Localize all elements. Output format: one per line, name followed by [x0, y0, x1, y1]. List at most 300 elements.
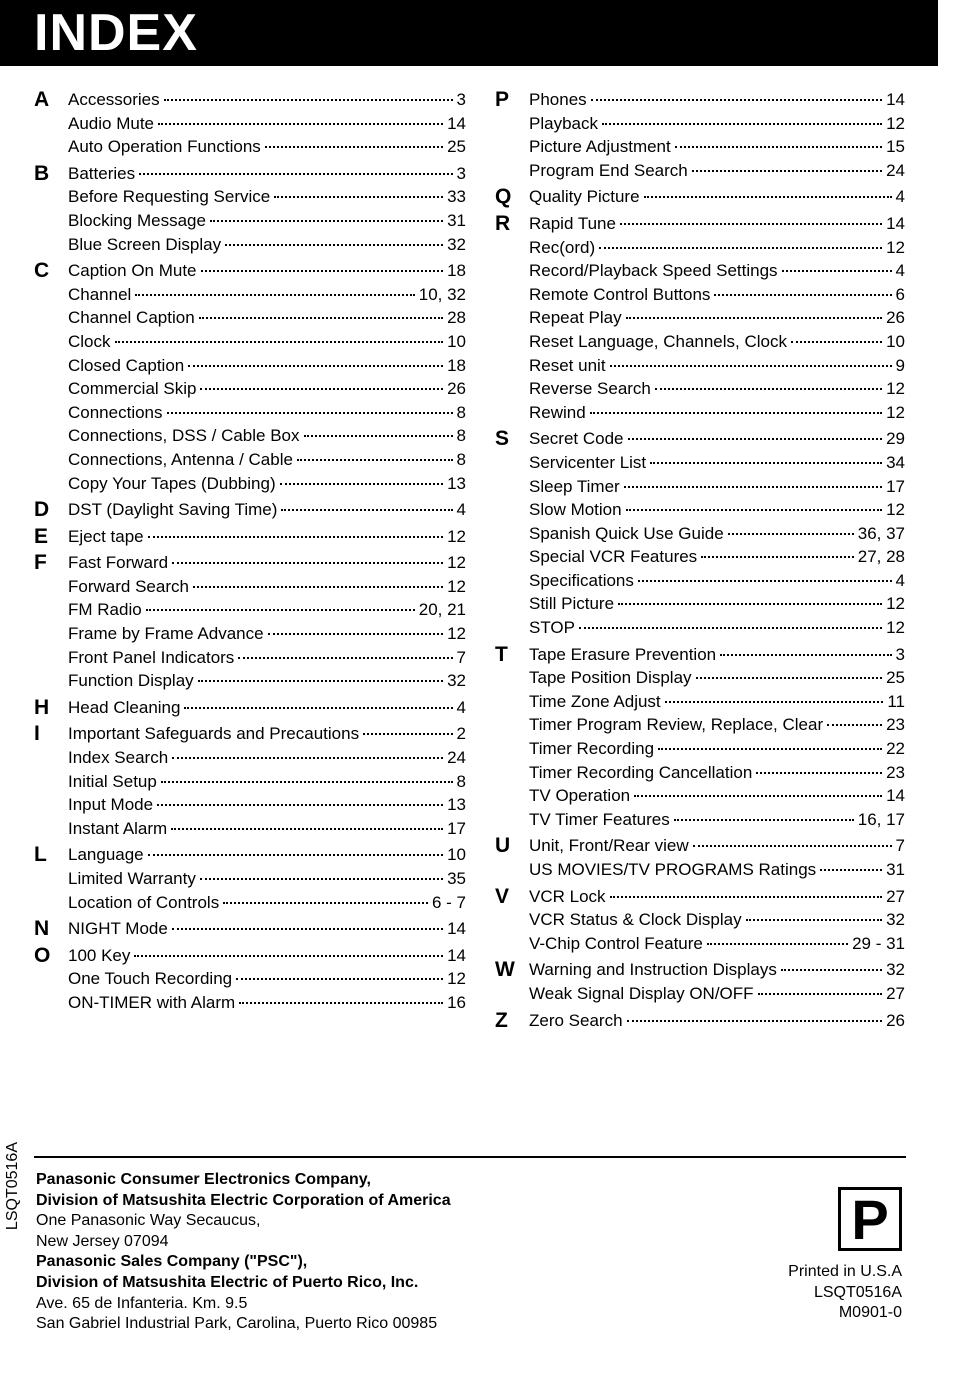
entry-page: 7 [895, 836, 905, 856]
dot-leader [820, 869, 882, 871]
entry-page: 33 [447, 187, 466, 207]
entry-page: 22 [886, 739, 905, 759]
index-entry [68, 330, 466, 354]
dot-leader [728, 533, 854, 535]
index-entry [68, 622, 466, 646]
dot-leader [198, 680, 443, 682]
index-entry [68, 112, 466, 136]
entry-page: 12 [447, 969, 466, 989]
entry-page: 27, 28 [857, 547, 905, 567]
entry-label: Before Requesting Service [68, 187, 271, 207]
entry-label: Zero Search [529, 1010, 623, 1030]
index-entry [529, 982, 905, 1006]
entry-page: 28 [447, 308, 466, 328]
entry-page: 32 [886, 910, 905, 930]
index-entry [529, 522, 905, 546]
entry-label: Record/Playback Speed Settings [529, 261, 778, 281]
dot-leader [148, 854, 443, 856]
dot-leader [280, 483, 443, 485]
dot-leader [223, 902, 428, 904]
entry-label: Blue Screen Display [68, 234, 222, 254]
dot-leader [696, 677, 883, 679]
division-name-2: Division of Matsushita Electric of Puerto Rico, Inc. [36, 1273, 419, 1291]
entry-label: VCR Lock [529, 886, 606, 906]
entry-page: 12 [886, 379, 905, 399]
dot-leader [650, 462, 882, 464]
index-group-h [34, 696, 466, 720]
entry-label: Frame by Frame Advance [68, 624, 264, 644]
dot-leader [701, 556, 854, 558]
index-entry [68, 991, 466, 1015]
entry-page: 12 [447, 624, 466, 644]
entry-label: Rec(ord) [529, 237, 596, 257]
index-entry [68, 746, 466, 770]
dot-leader [693, 845, 892, 847]
entry-label: Special VCR Features [529, 547, 698, 567]
index-entry [529, 135, 905, 159]
index-entry [529, 958, 905, 982]
index-group-d [34, 498, 466, 522]
index-entry [68, 646, 466, 670]
entry-page: 4 [456, 500, 466, 520]
index-group-f [34, 551, 466, 693]
index-entry [529, 834, 905, 858]
side-document-code: LSQT0516A [4, 1142, 21, 1231]
index-group-q [495, 185, 905, 209]
dot-leader [624, 486, 882, 488]
entry-page: 10 [447, 845, 466, 865]
dot-leader [591, 99, 882, 101]
entry-page: 27 [886, 983, 905, 1003]
entry-label: Tape Position Display [529, 668, 692, 688]
index-entry [68, 259, 466, 283]
entry-label: Timer Recording Cancellation [529, 762, 753, 782]
dot-leader [626, 317, 882, 319]
index-entry [529, 212, 905, 236]
index-entry [68, 448, 466, 472]
entry-label: Reset unit [529, 355, 606, 375]
index-entry [529, 475, 905, 499]
index-letter: I [34, 722, 40, 746]
entry-label: Clock [68, 331, 111, 351]
index-entry [529, 932, 905, 956]
index-entry [529, 451, 905, 475]
entry-page: 23 [886, 715, 905, 735]
entry-label: Remote Control Buttons [529, 284, 711, 304]
dot-leader [692, 170, 882, 172]
entry-page: 35 [447, 869, 466, 888]
entry-page: 10 [886, 331, 905, 351]
entry-page: 32 [447, 234, 466, 254]
address-1-line-2: New Jersey 07094 [36, 1232, 169, 1250]
dot-leader [714, 294, 891, 296]
dot-leader [707, 943, 848, 945]
entry-label: Batteries [68, 163, 136, 183]
index-entry [68, 793, 466, 817]
dot-leader [628, 438, 883, 440]
entry-page: 6 - 7 [431, 892, 466, 912]
entry-page: 3 [456, 90, 466, 109]
dot-leader [148, 536, 443, 538]
dot-leader [200, 388, 443, 390]
entry-label: Index Search [68, 748, 169, 768]
dot-leader [268, 633, 444, 635]
index-letter: D [34, 498, 50, 522]
index-entry [529, 401, 905, 425]
dot-leader [265, 146, 443, 148]
dot-leader [167, 412, 453, 414]
index-group-p [495, 88, 905, 182]
entry-page: 8 [456, 771, 466, 791]
entry-label: Unit, Front/Rear view [529, 836, 689, 856]
entry-label: Weak Signal Display ON/OFF [529, 983, 754, 1003]
entry-label: Instant Alarm [68, 818, 168, 838]
entry-page: 12 [886, 500, 905, 520]
index-entry [529, 185, 905, 209]
entry-label: Limited Warranty [68, 869, 196, 888]
entry-page: 14 [886, 90, 905, 109]
dot-leader [184, 707, 452, 709]
division-name-1: Division of Matsushita Electric Corporation of America [36, 1191, 451, 1209]
entry-page: 15 [886, 137, 905, 157]
index-group-n [34, 917, 466, 941]
dot-leader [618, 603, 882, 605]
entry-page: 34 [886, 452, 905, 472]
entry-label: Spanish Quick Use Guide [529, 523, 724, 543]
dot-leader [602, 123, 882, 125]
index-letter: V [495, 884, 510, 908]
entry-label: Still Picture [529, 594, 615, 614]
index-entry [529, 306, 905, 330]
entry-page: 14 [447, 113, 466, 133]
entry-label: Specifications [529, 570, 634, 590]
entry-label: Timer Program Review, Replace, Clear [529, 715, 824, 735]
index-letter: R [495, 211, 511, 235]
entry-page: 12 [886, 402, 905, 422]
entry-label: Timer Recording [529, 739, 655, 759]
index-entry [68, 135, 466, 159]
entry-label: One Touch Recording [68, 969, 233, 989]
dot-leader [675, 146, 882, 148]
entry-page: 23 [886, 762, 905, 782]
entry-page: 31 [886, 860, 905, 879]
index-entry [529, 545, 905, 569]
index-group-t [495, 643, 905, 832]
entry-page: 3 [895, 644, 905, 664]
index-entry [529, 354, 905, 378]
entry-label: FM Radio [68, 600, 142, 620]
dot-leader [161, 781, 453, 783]
entry-label: Language [68, 845, 144, 865]
entry-label: Accessories [68, 90, 160, 109]
index-letter: A [34, 88, 50, 111]
entry-page: 14 [447, 945, 466, 965]
dot-leader [610, 365, 892, 367]
footer-divider [34, 1156, 906, 1158]
entry-page: 8 [456, 426, 466, 446]
entry-page: 16 [447, 992, 466, 1012]
entry-page: 2 [456, 724, 466, 744]
entry-label: Forward Search [68, 576, 189, 596]
index-entry [529, 666, 905, 690]
entry-label: STOP [529, 618, 575, 638]
entry-page: 14 [886, 213, 905, 233]
index-group-o [34, 944, 466, 1015]
index-entry [529, 761, 905, 785]
entry-page: 6 [895, 284, 905, 304]
entry-page: 18 [447, 355, 466, 375]
address-2-line-2: San Gabriel Industrial Park, Carolina, Puerto Rico 00985 [36, 1315, 438, 1333]
entry-page: 29 [886, 429, 905, 449]
index-group-i [34, 722, 466, 840]
index-letter: O [34, 943, 51, 967]
dot-leader [610, 896, 883, 898]
entry-label: Slow Motion [529, 500, 622, 520]
index-entry [529, 808, 905, 832]
index-letter: C [34, 259, 50, 283]
title-bar [0, 0, 938, 66]
dot-leader [193, 586, 443, 588]
index-entry [68, 233, 466, 257]
dot-leader [620, 223, 882, 225]
entry-label: DST (Daylight Saving Time) [68, 500, 278, 520]
entry-label: Quality Picture [529, 187, 640, 207]
entry-label: Commercial Skip [68, 379, 197, 399]
index-entry [529, 592, 905, 616]
entry-page: 25 [447, 137, 466, 157]
index-letter: Q [495, 185, 512, 209]
index-group-s [495, 427, 905, 639]
index-letter: E [34, 524, 49, 548]
dot-leader [201, 270, 444, 272]
index-entry [68, 525, 466, 549]
index-entry [529, 88, 905, 112]
entry-label: Warning and Instruction Displays [529, 960, 777, 980]
index-entry [529, 737, 905, 761]
entry-label: Connections, Antenna / Cable [68, 449, 293, 469]
dot-leader [579, 627, 882, 629]
dot-leader [758, 993, 883, 995]
entry-label: Blocking Message [68, 210, 206, 230]
entry-page: 4 [895, 261, 905, 281]
dot-leader [746, 919, 883, 921]
dot-leader [146, 609, 415, 611]
entry-label: Important Safeguards and Precautions [68, 724, 360, 744]
dot-leader [658, 748, 882, 750]
dot-leader [756, 772, 882, 774]
entry-page: 4 [456, 697, 466, 717]
dot-leader [171, 828, 443, 830]
index-entry [529, 858, 905, 882]
entry-page: 9 [895, 355, 905, 375]
entry-page: 12 [886, 618, 905, 638]
index-entry [68, 967, 466, 991]
dot-leader [599, 247, 882, 249]
page-title: INDEX [34, 4, 198, 62]
index-entry [529, 713, 905, 737]
entry-label: Secret Code [529, 429, 624, 449]
dot-leader [674, 819, 854, 821]
entry-page: 20, 21 [418, 600, 466, 620]
entry-page: 31 [447, 210, 466, 230]
dot-leader [274, 196, 443, 198]
dot-leader [781, 969, 882, 971]
entry-label: 100 Key [68, 945, 131, 965]
index-entry [68, 185, 466, 209]
index-entry [68, 575, 466, 599]
index-column-left [34, 88, 466, 1018]
group-spacer [34, 1015, 466, 1018]
entry-label: Head Cleaning [68, 697, 181, 717]
index-entry [529, 236, 905, 260]
index-entry [68, 498, 466, 522]
entry-label: Caption On Mute [68, 261, 197, 281]
index-group-e [34, 525, 466, 549]
entry-page: 29 - 31 [852, 933, 905, 953]
entry-label: Fast Forward [68, 553, 169, 573]
entry-label: Connections, DSS / Cable Box [68, 426, 300, 446]
address-2-line-1: Ave. 65 de Infanteria. Km. 9.5 [36, 1294, 248, 1312]
index-entry [529, 908, 905, 932]
revision-code: M0901-0 [838, 1304, 902, 1322]
entry-label: Channel Caption [68, 308, 195, 328]
entry-label: Program End Search [529, 160, 688, 180]
entry-page: 12 [886, 237, 905, 257]
entry-label: Repeat Play [529, 308, 622, 328]
index-entry [529, 283, 905, 307]
dot-leader [225, 244, 443, 246]
index-entry [68, 283, 466, 307]
index-entry [68, 843, 466, 867]
company-name-1: Panasonic Consumer Electronics Company, [36, 1171, 371, 1188]
entry-label: Phones [529, 90, 587, 109]
index-entry [529, 690, 905, 714]
entry-page: 16, 17 [857, 809, 905, 829]
dot-leader [627, 1020, 883, 1022]
dot-leader [139, 173, 452, 175]
entry-label: Time Zone Adjust [529, 691, 661, 711]
index-entry [68, 306, 466, 330]
index-entry [68, 696, 466, 720]
entry-page: 10 [447, 331, 466, 351]
dot-leader [236, 978, 443, 980]
entry-label: Sleep Timer [529, 476, 620, 496]
index-entry [68, 551, 466, 575]
entry-page: 7 [456, 647, 466, 667]
entry-page: 12 [886, 594, 905, 614]
index-group-a [34, 88, 466, 159]
index-group-c [34, 259, 466, 495]
entry-label: Channel [68, 284, 132, 304]
print-info [788, 1262, 902, 1324]
entry-label: TV Timer Features [529, 809, 670, 829]
entry-label: Location of Controls [68, 892, 220, 912]
entry-page: 8 [456, 449, 466, 469]
index-group-l [34, 843, 466, 914]
index-entry [68, 722, 466, 746]
entry-page: 4 [895, 570, 905, 590]
entry-page: 3 [456, 163, 466, 183]
entry-label: Input Mode [68, 795, 154, 815]
entry-label: V-Chip Control Feature [529, 933, 703, 953]
index-entry [68, 917, 466, 941]
entry-page: 26 [447, 379, 466, 399]
dot-leader [135, 294, 414, 296]
group-spacer [495, 1032, 905, 1035]
entry-label: Rewind [529, 402, 586, 422]
entry-label: Connections [68, 402, 163, 422]
dot-leader [297, 459, 453, 461]
index-letter: N [34, 917, 50, 941]
dot-leader [665, 701, 884, 703]
index-entry [68, 598, 466, 622]
entry-page: 36, 37 [857, 523, 905, 543]
entry-label: US MOVIES/TV PROGRAMS Ratings [529, 860, 817, 879]
dot-leader [200, 878, 443, 880]
dot-leader [157, 804, 443, 806]
entry-page: 10, 32 [418, 284, 466, 304]
entry-page: 8 [456, 402, 466, 422]
index-entry [529, 377, 905, 401]
dot-leader [626, 509, 882, 511]
entry-label: NIGHT Mode [68, 919, 168, 939]
entry-page: 32 [886, 960, 905, 980]
index-entry [68, 669, 466, 693]
entry-page: 26 [886, 1010, 905, 1030]
dot-leader [590, 412, 882, 414]
index-entry [529, 1009, 905, 1033]
dot-leader [827, 724, 882, 726]
entry-page: 32 [447, 671, 466, 691]
index-letter: L [34, 843, 47, 867]
dot-leader [634, 795, 882, 797]
entry-label: Servicenter List [529, 452, 647, 472]
index-column-right [495, 88, 905, 1035]
dot-leader [134, 955, 443, 957]
entry-label: Audio Mute [68, 113, 154, 133]
index-entry [68, 354, 466, 378]
index-entry [529, 784, 905, 808]
index-letter: F [34, 551, 47, 575]
entry-page: 24 [447, 748, 466, 768]
entry-label: Playback [529, 113, 598, 133]
index-entry [529, 159, 905, 183]
entry-page: 17 [886, 476, 905, 496]
dot-leader [210, 220, 443, 222]
entry-label: Tape Erasure Prevention [529, 644, 717, 664]
entry-label: TV Operation [529, 786, 631, 806]
index-entry [529, 885, 905, 909]
dot-leader [115, 341, 444, 343]
document-code: LSQT0516A [813, 1283, 902, 1301]
index-entry [68, 162, 466, 186]
entry-page: 25 [886, 668, 905, 688]
index-entry [529, 259, 905, 283]
index-group-z [495, 1009, 905, 1033]
dot-leader [638, 580, 892, 582]
index-letter: P [495, 88, 510, 111]
index-entry [68, 891, 466, 915]
entry-label: Initial Setup [68, 771, 157, 791]
dot-leader [199, 317, 443, 319]
index-entry [68, 472, 466, 496]
index-letter: H [34, 695, 50, 719]
index-group-w [495, 958, 905, 1005]
entry-page: 18 [447, 261, 466, 281]
index-entry [68, 424, 466, 448]
index-group-v [495, 885, 905, 956]
index-group-r [495, 212, 905, 424]
